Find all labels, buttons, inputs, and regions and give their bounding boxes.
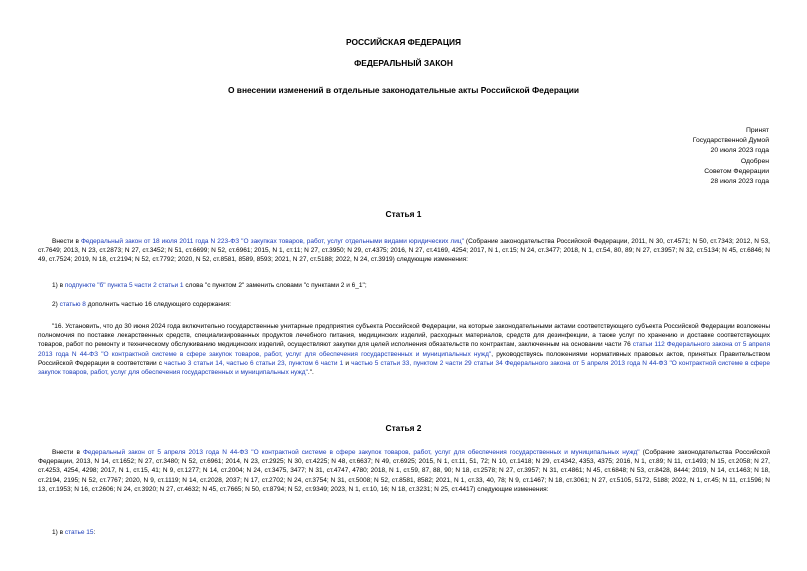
article-33-34-link[interactable]: частью 5 статьи 33, пунктом 2 части 29 статьи 34 Федерального закона от 5 апреля 2013 года N 44-ФЗ "О контрактной системе в сфере закупок товаров, работ, услуг для обеспечения государственных и муниципальных нужд" (38, 359, 770, 377)
adoption-line: Советом Федерации (704, 167, 769, 175)
adoption-date: 20 июля 2023 года (710, 147, 769, 155)
country-heading: РОССИЙСКАЯ ФЕДЕРАЦИЯ (345, 37, 462, 47)
article-112-link[interactable]: статьи 112 Федерального закона от 5 апреля 2013 года N 44-ФЗ "О контрактной системе в сфере закупок товаров, работ, услуг для обеспечения государственных и муниципальных нужд" (38, 341, 770, 358)
text-span: 1) в (52, 529, 65, 536)
federal-law-44-link[interactable]: Федеральный закон от 5 апреля 2013 года N 44-ФЗ "О контрактной системе в сфере закупок товаров, работ, услуг для обеспечения государственных и муниципальных нужд" (82, 449, 640, 456)
adoption-block (693, 126, 769, 187)
adoption-line: Принят (745, 127, 769, 134)
article-1-quoted-part-16 (38, 322, 770, 377)
article-1-item-2 (38, 300, 770, 309)
article-1-intro (38, 237, 770, 265)
text-span: 2) (52, 301, 60, 308)
adoption-line: Государственной Думой (692, 137, 769, 145)
adoption-line: Одобрен (740, 157, 769, 165)
text-span: : (93, 529, 96, 536)
article-2-title: Статья 2 (385, 423, 422, 433)
article-2-item-1 (38, 528, 770, 537)
article-1-item-1 (38, 281, 770, 290)
approval-date: 28 июля 2023 года (710, 178, 769, 186)
text-span: (Собрание законодательства Российской Федерации, 2011, N 30, ст.4571; N 50, ст.7343; 2012, N 53, ст.7649; 2013, N 23, ст.2873; N 27, ст.3452; N 51, ст.6699; N 52, ст.6961; 2015, N 1, ст.11; N 27, ст.3950; N 29, ст.4375; 2016, N 27, ст.4169, 4254; 2017, N 1, ст.15; N 24, ст.3477; 2018, N 1, ст.54, 80, 89; N 27, ст.3957; N 32, ст.5134; N 45, ст.6846; N 49, ст.7524; 2019, N 18, ст.2194; N 52, ст.7792; 2020, N 52, ст.8581, 8589, 8593; 2021, N 27, ст.5188; 2022, N 24, ст.3919) следующие изменения: (38, 238, 770, 264)
text-span: (Собрание законодательства Российской Федерации, 2013, N 14, ст.1652; N 27, ст.3480; N 52, ст.6961; 2014, N 23, ст.2925; N 30, ст.4225; N 48, ст.6637; N 49, ст.6925; 2015, N 1, ст.11, 51, 72; N 10, ст.1418; N 29, ст.4342, 4353, 4375; 2016, N 1, ст.89; N 11, ст.1493; N 15, ст.2058; N 27, ст.4253, 4254, 4298; 2017, N 1, ст.15, 41; N 9, ст.1277; N 14, ст.2004; N 24, ст.3475, 3477; N 31, ст.4747, 4780; 2018, N 1, ст.59, 87, 88, 90; N 18, ст.2578; N 27, ст.3957; N 31, ст.4861; N 45, ст.6848; N 53, ст.8428, 8444; 2019, N 14, ст.1463; N 18, ст.2194, 2195; N 52, ст.7767; 2020, N 9, ст.1119; N 14, ст.2028, 2037; N 17, ст.2702; N 24, ст.3754; N 31, ст.5008; N 52, ст.8581, 8582; 2021, N 1, ст.33, 40, 78; N 9, ст.1467; N 18, ст.3061; N 27, ст.5105, 5172, 5188; 2022, N 1, ст.45; N 11, ст.1596; N 13, ст.1953; N 16, ст.2606; N 24, ст.3920; N 27, ст.4632; N 45, ст.7665; N 50, ст.8794; N 52, ст.9349; 2023, N 1, ст.10, 16; N 18, ст.3231; N 25, ст.4417) следующие изменения: (38, 449, 770, 493)
text-span: 1) в (52, 282, 65, 289)
text-span: дополнить частью 16 следующего содержания: (85, 301, 231, 308)
text-span: "16. Установить, что до 30 июня 2024 года включительно государственные унитарные предприятия субъекта Российской Федерации, на которые законодательными актами соответствующего субъекта Российской Федерации возложены полномочия по поставке лекарственных средств, специализированных продуктов лечебного питания, медицинских изделий, расходных материалов, средств для дезинфекции, а также услуг по хранению и доставке соответствующих товаров, работ по ремонту и техническому обслуживанию медицинских изделий, осуществляют закупки для целей исполнения обязательств по контрактам, заключенным на основании части 76 (38, 323, 770, 349)
article-1-title: Статья 1 (385, 209, 422, 219)
article-14-23-link[interactable]: частью 3 статьи 14, частью 6 статьи 23, пунктом 6 части 1 (164, 359, 344, 367)
article-8-link[interactable]: статью 8 (59, 301, 86, 308)
document-type-heading: ФЕДЕРАЛЬНЫЙ ЗАКОН (354, 58, 453, 68)
text-span: , руководствуясь положениями нормативных правовых актов, принятых Правительством Российской Федерации в соответствии с (38, 350, 770, 367)
text-span: и (343, 359, 352, 367)
text-span: Внести в (52, 449, 83, 456)
text-span: слова "с пунктом 2" заменить словами "с пунктами 2 и 6_1"; (183, 282, 367, 289)
subparagraph-link[interactable]: подпункте "б" пункта 5 части 2 статьи 1 (64, 282, 184, 289)
article-15-link[interactable]: статье 15 (64, 529, 94, 536)
federal-law-223-link[interactable]: Федеральный закон от 18 июля 2011 года N 223-ФЗ "О закупках товаров, работ, услуг отдельными видами юридических лиц" (80, 238, 464, 245)
text-span: .". (307, 369, 314, 377)
document-title: О внесении изменений в отдельные законодательные акты Российской Федерации (227, 85, 580, 95)
text-span: Внести в (52, 238, 81, 245)
article-2-intro (38, 448, 770, 494)
